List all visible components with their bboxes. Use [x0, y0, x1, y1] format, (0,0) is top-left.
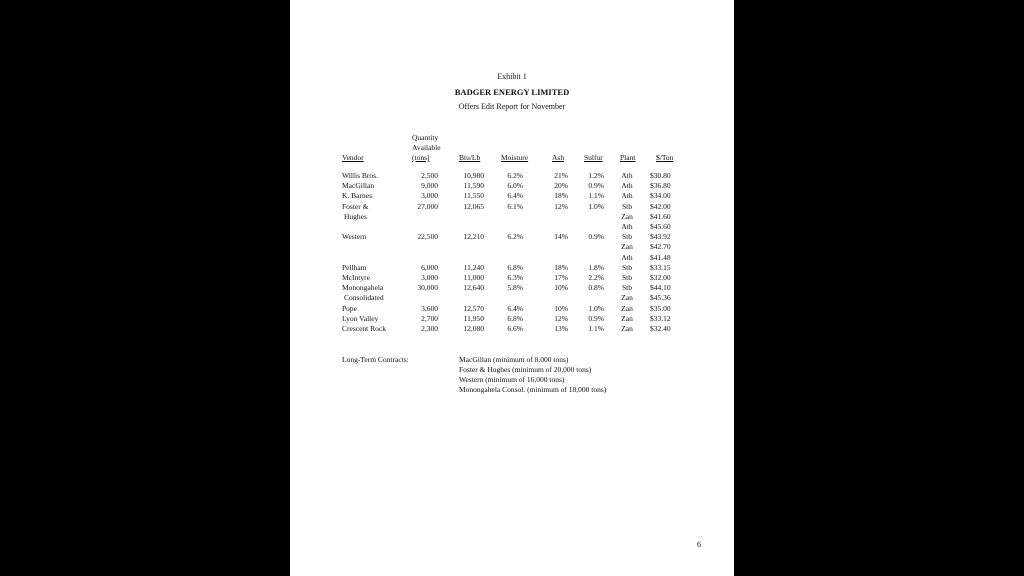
- table-cell-plant: Stb: [621, 283, 632, 293]
- table-cell-moisture: 6.8%: [507, 313, 523, 323]
- table-cell-vendor: Crescent Rock: [342, 324, 386, 333]
- table-cell-vendor: Western: [342, 232, 367, 242]
- table-cell-moisture: 6.4%: [507, 303, 523, 313]
- company-title: BADGER ENERGY LIMITED: [454, 87, 570, 97]
- table-cell-price: $41.60: [650, 211, 671, 221]
- table-cell-price: $42.00: [650, 201, 671, 211]
- table-cell-btu: 11,550: [463, 191, 484, 201]
- table-cell-price: $44.10: [650, 283, 671, 293]
- table-cell-price: $35.00: [650, 303, 671, 313]
- table-cell-price: $33.15: [650, 262, 671, 272]
- list-item: Monongahela Consol. (minimum of 18,000 tons): [459, 385, 607, 394]
- table-cell-price: $43.92: [650, 232, 671, 242]
- header-price: $/Ton: [656, 153, 674, 162]
- table-cell-qty: 2,300: [421, 324, 438, 333]
- table-cell-price: $45.36: [650, 293, 671, 303]
- table-cell-moisture: 6.2%: [507, 232, 523, 242]
- exhibit-label: Exhibit 1: [497, 72, 527, 81]
- table-cell-plant: Ath: [621, 171, 633, 180]
- table-cell-price: $36.80: [650, 181, 671, 191]
- page-number: 6: [697, 540, 701, 549]
- table-cell-plant: Stb: [621, 232, 632, 242]
- table-cell-vendor: MacGillan: [342, 181, 375, 191]
- table-cell-plant: Stb: [621, 262, 632, 272]
- table-cell-sulfur: 0.9%: [588, 181, 604, 191]
- document-page: [290, 0, 734, 576]
- table-cell-sulfur: 2.2%: [588, 273, 604, 282]
- table-cell-btu: 10,980: [463, 171, 484, 180]
- table-cell-plant: Stb: [621, 201, 632, 211]
- table-cell-plant: Ath: [621, 222, 633, 231]
- table-cell-btu: 12,210: [463, 232, 484, 242]
- report-title: Offers Edit Report for November: [458, 102, 566, 111]
- table-cell-sulfur: 1.0%: [588, 201, 604, 211]
- table-cell-price: $32.00: [650, 273, 671, 282]
- table-cell-sulfur: 0.9%: [588, 232, 604, 242]
- table-cell-vendor: Foster &: [342, 201, 369, 211]
- table-cell-moisture: 6.2%: [507, 171, 523, 180]
- long-term-label: Long-Term Contracts:: [342, 355, 409, 364]
- header-plant: Plant: [620, 153, 636, 162]
- table-cell-moisture: 6.0%: [507, 181, 523, 191]
- table-cell-ash: 21%: [554, 171, 568, 180]
- table-cell-price: $32.40: [650, 324, 671, 333]
- table-cell-sulfur: 1.8%: [588, 262, 604, 272]
- table-cell-plant: Zan: [621, 313, 633, 323]
- table-cell-plant: Zan: [621, 293, 633, 303]
- table-cell-ash: 13%: [554, 324, 568, 333]
- long-term-list: [459, 355, 606, 395]
- table-cell-btu: 12,065: [463, 201, 484, 211]
- table-cell-vendor: Pellham: [342, 262, 367, 272]
- list-item: Foster & Hughes (minimum of 20,000 tons): [459, 365, 592, 374]
- table-cell-vendor: Hughes: [344, 211, 367, 221]
- table-cell-ash: 10%: [554, 303, 568, 313]
- table-cell-plant: Zan: [621, 324, 633, 333]
- table-cell-plant: Ath: [621, 252, 633, 262]
- table-cell-vendor: Pope: [342, 303, 357, 313]
- table-cell-sulfur: 1.1%: [588, 324, 604, 333]
- table-cell-plant: Zan: [621, 303, 633, 313]
- table-cell-price: $41.48: [650, 252, 671, 262]
- table-cell-ash: 12%: [554, 201, 568, 211]
- table-cell-qty: 27,000: [417, 201, 438, 211]
- table-cell-qty: 3,000: [421, 273, 438, 282]
- table-cell-sulfur: 1.2%: [588, 171, 604, 180]
- table-cell-qty: 30,000: [417, 283, 438, 293]
- table-cell-qty: 6,000: [421, 262, 438, 272]
- table-cell-plant: Zan: [621, 211, 633, 221]
- table-cell-vendor: Willis Bros.: [342, 171, 378, 180]
- header-sulfur: Sulfur: [584, 153, 603, 162]
- table-cell-sulfur: 0.9%: [588, 313, 604, 323]
- table-cell-plant: Ath: [621, 181, 633, 191]
- table-cell-qty: 9,000: [421, 181, 438, 191]
- table-cell-btu: 11,590: [463, 181, 484, 191]
- table-cell-moisture: 6.8%: [507, 262, 523, 272]
- list-item: Western (minimum of 16,000 tons): [459, 375, 565, 384]
- table-cell-qty: 2,500: [421, 171, 438, 180]
- table-cell-vendor: K. Barnes: [342, 191, 372, 201]
- table-cell-vendor: Monongahela: [342, 283, 384, 293]
- table-cell-qty: 22,500: [417, 232, 438, 242]
- table-cell-qty: 3,000: [421, 191, 438, 201]
- table-cell-moisture: 6.1%: [507, 201, 523, 211]
- table-cell-vendor: Consolidated: [344, 293, 384, 303]
- table-cell-btu: 12,570: [463, 303, 484, 313]
- header-vendor: Vendor: [342, 153, 364, 162]
- table-cell-price: $34.00: [650, 191, 671, 201]
- table-cell-price: $30.80: [650, 171, 671, 180]
- list-item: MacGillan (minimum of 8,000 tons): [459, 355, 569, 364]
- table-cell-sulfur: 0.8%: [588, 283, 604, 293]
- table-cell-plant: Ath: [621, 191, 633, 201]
- table-cell-ash: 20%: [554, 181, 568, 191]
- table-cell-btu: 11,000: [463, 273, 484, 282]
- header-ash: Ash: [552, 153, 565, 162]
- table-cell-ash: 18%: [554, 262, 568, 272]
- table-cell-ash: 18%: [554, 191, 568, 201]
- table-cell-ash: 12%: [554, 313, 568, 323]
- table-cell-moisture: 6.4%: [507, 191, 523, 201]
- table-cell-vendor: Lyon Valley: [342, 313, 379, 323]
- table-cell-btu: 11,950: [463, 313, 484, 323]
- table-cell-moisture: 6.3%: [507, 273, 523, 282]
- table-cell-price: $33.12: [650, 313, 671, 323]
- header-btu: Btu/Lb: [459, 153, 481, 162]
- table-cell-btu: 12,640: [463, 283, 484, 293]
- header-quantity: Quantity Available (tons): [412, 133, 441, 162]
- table-cell-price: $42.70: [650, 242, 671, 252]
- table-cell-ash: 14%: [554, 232, 568, 242]
- table-cell-moisture: 6.6%: [507, 324, 523, 333]
- table-cell-btu: 11,240: [463, 262, 484, 272]
- table-cell-qty: 2,700: [421, 313, 438, 323]
- table-cell-ash: 10%: [554, 283, 568, 293]
- table-cell-moisture: 5.8%: [507, 283, 523, 293]
- table-cell-plant: Stb: [621, 273, 632, 282]
- table-cell-sulfur: 1.1%: [588, 191, 604, 201]
- table-cell-price: $45.60: [650, 222, 671, 231]
- table-cell-vendor: McIntyre: [342, 273, 370, 282]
- table-cell-btu: 12,080: [463, 324, 484, 333]
- table-cell-sulfur: 1.0%: [588, 303, 604, 313]
- header-moisture: Moisture: [501, 153, 529, 162]
- table-cell-qty: 3,600: [421, 303, 438, 313]
- table-cell-ash: 17%: [554, 273, 568, 282]
- table-cell-plant: Zan: [621, 242, 633, 252]
